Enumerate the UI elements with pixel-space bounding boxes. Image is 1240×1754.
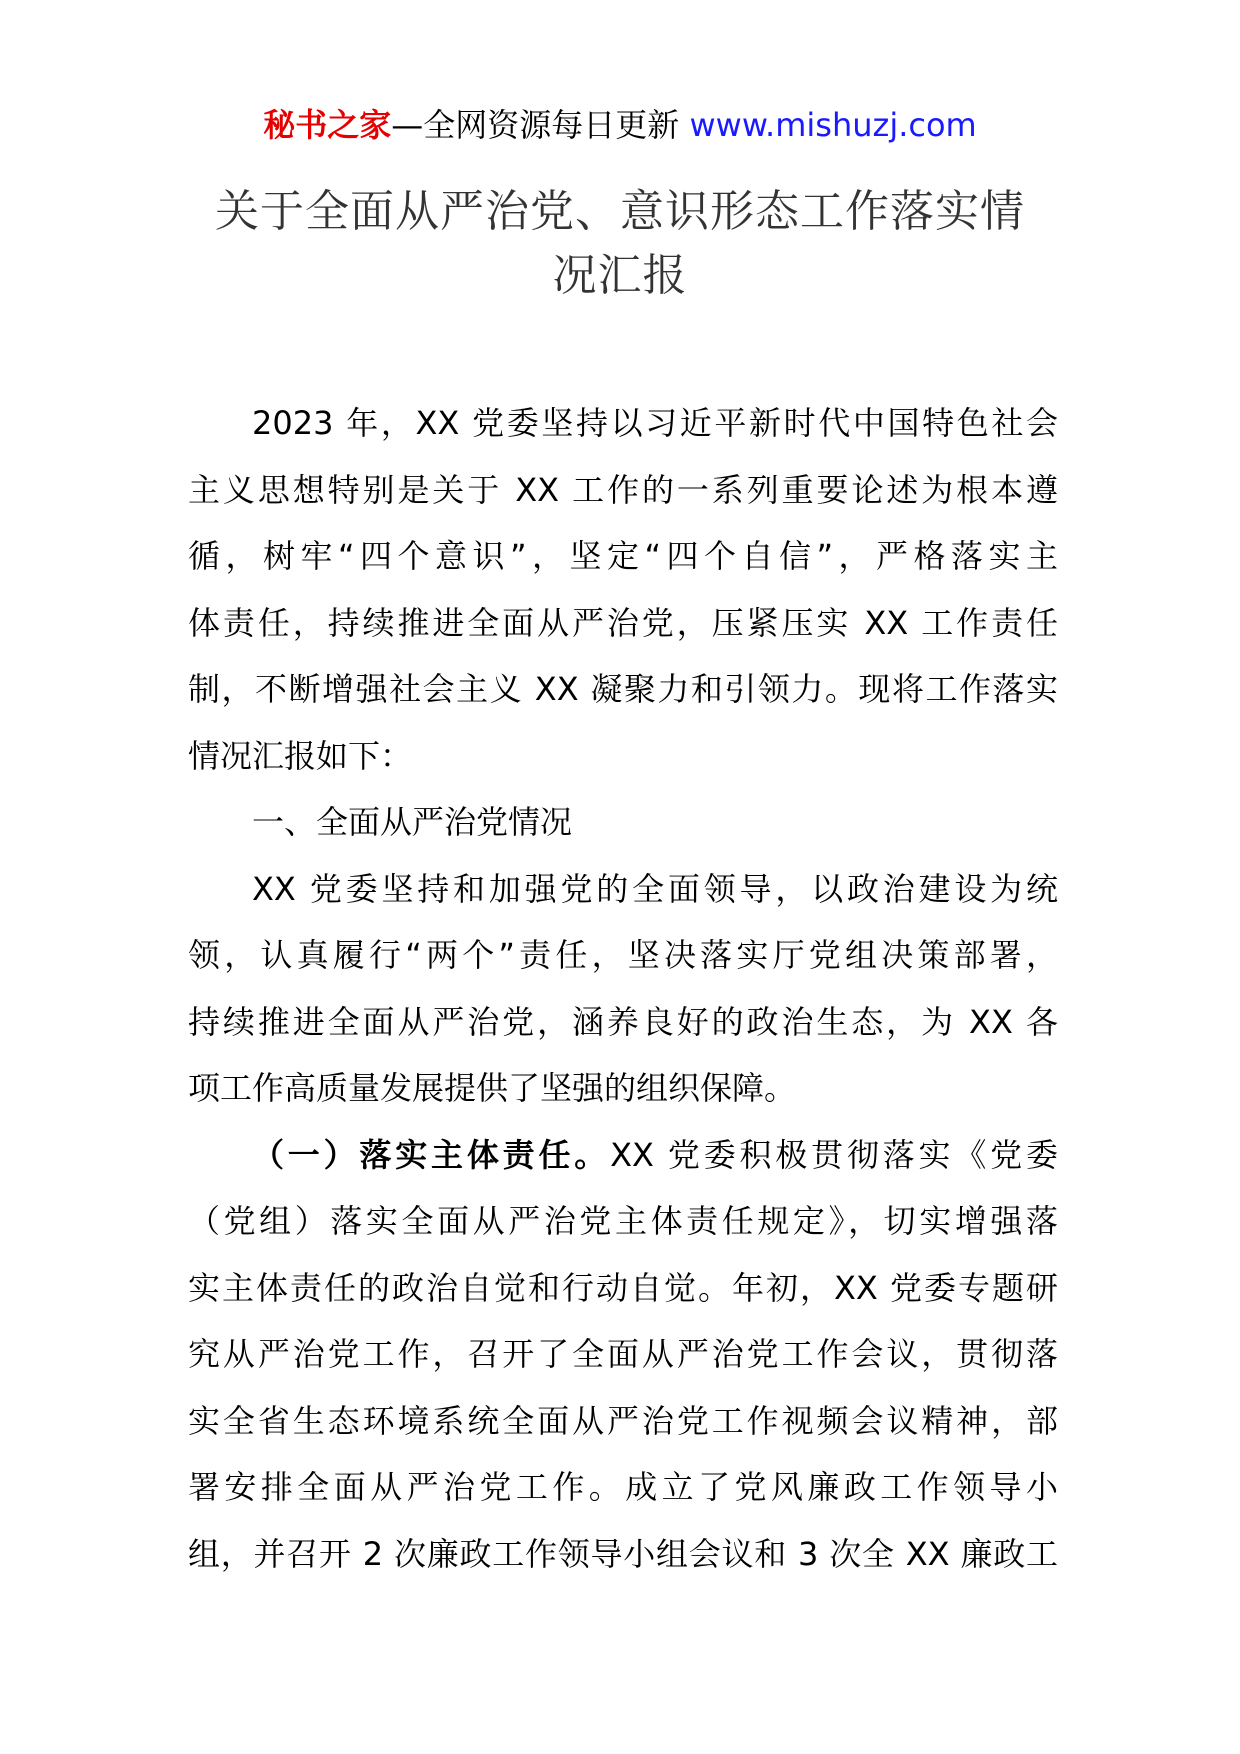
body-line: （党组）落实全面从严治党主体责任规定》，切实增强落 [188,1202,1058,1240]
title-line-1: 关于全面从严治党、意识形态工作落实情 [215,186,1025,237]
subsection-text: XX 党委积极贯彻落实《党委 [610,1135,1058,1174]
body-line: 究从严治党工作，召开了全面从严治党工作会议，贯彻落 [188,1335,1058,1373]
section-heading: 一、全面从严治党情况 [252,803,573,841]
site-url-link[interactable]: www.mishuzj.com [689,106,977,144]
body-line: 制，不断增强社会主义 XX 凝聚力和引领力。现将工作落实 [188,670,1058,708]
subsection-heading: （一）落实主体责任。 [252,1135,611,1174]
title-line-2: 况汇报 [552,250,688,301]
body-line: 项工作高质量发展提供了坚强的组织保障。 [188,1069,797,1107]
body-line: 循，树牢“四个意识”，坚定“四个自信”，严格落实主 [188,537,1058,575]
body-line: 主义思想特别是关于 XX 工作的一系列重要论述为根本遵 [188,470,1058,509]
body-line: 实主体责任的政治自觉和行动自觉。年初，XX 党委专题研 [188,1268,1058,1307]
document-title [180,180,1060,308]
subsection-line [188,1122,1058,1189]
body-line: 持续推进全面从严治党，涵养良好的政治生态，为 XX 各 [188,1002,1058,1041]
body-line: 领，认真履行“两个”责任，坚决落实厅党组决策部署， [188,936,1058,974]
body-line: 实全省生态环境系统全面从严治党工作视频会议精神，部 [188,1401,1058,1440]
body-line: 组，并召开 2 次廉政工作领导小组会议和 3 次全 XX 廉政工 [188,1534,1058,1573]
body-line: 2023 年，XX 党委坚持以习近平新时代中国特色社会 [252,404,1058,442]
header-slogan: —全网资源每日更新 [391,106,680,144]
body-line: XX 党委坚持和加强党的全面领导，以政治建设为统 [252,869,1058,908]
body-line: 署安排全面从严治党工作。成立了党风廉政工作领导小 [188,1468,1058,1506]
body-line: 情况汇报如下： [188,736,413,775]
document-body [188,390,1058,1587]
body-line: 体责任，持续推进全面从严治党，压紧压实 XX 工作责任 [188,603,1058,642]
brand-name: 秘书之家 [263,106,392,144]
site-header [0,100,1240,150]
